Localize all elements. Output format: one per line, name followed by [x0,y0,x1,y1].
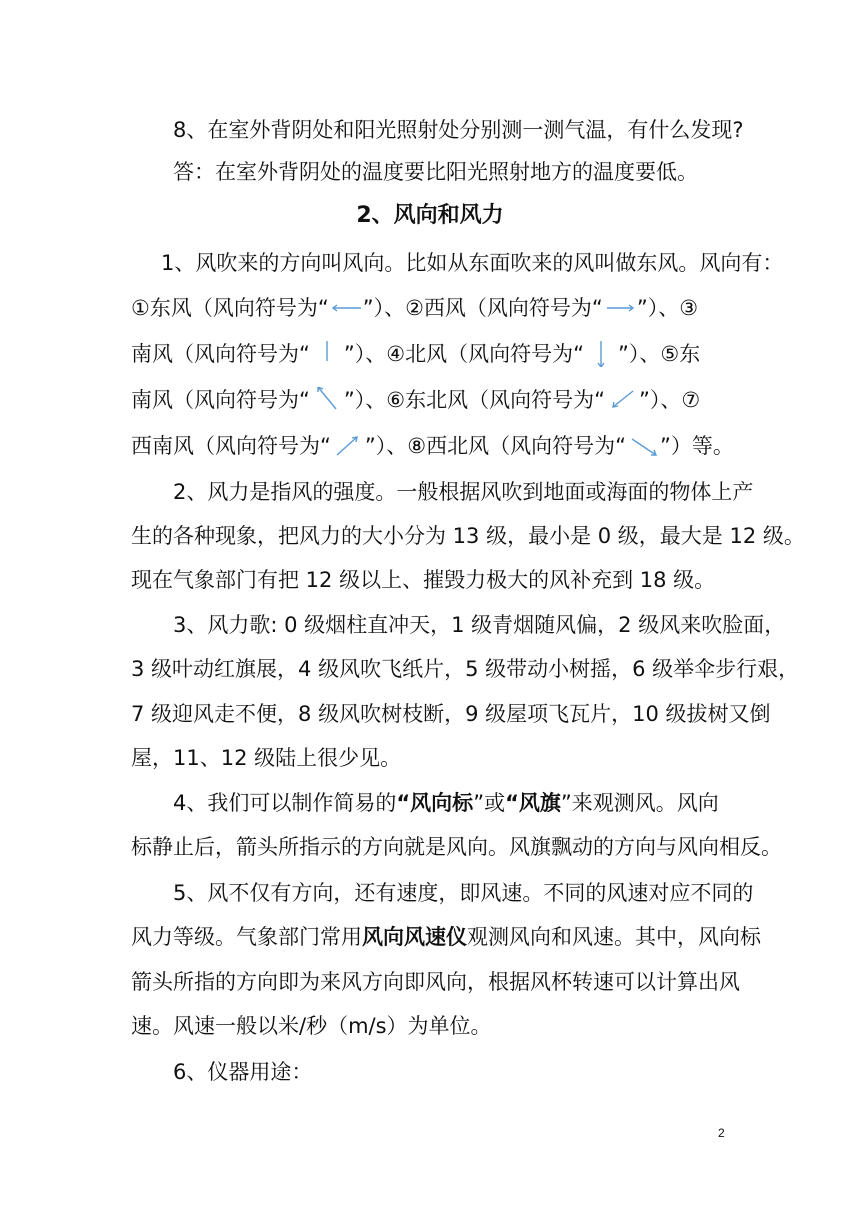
p6-line1: 6、仪器用途： [173,1060,313,1084]
p5-line1: 5、风不仅有方向，还有速度，即风速。不同的风速对应不同的 [173,881,754,905]
southwest-wind-arrow-icon [331,433,365,459]
northwest-wind-arrow-icon [626,433,660,459]
p3-line2: 3 级叶动红旗展，4 级风吹飞纸片，5 级带动小树摇，6 级举伞步行艰， [131,657,800,681]
east-wind-arrow-icon [329,295,363,321]
p1-l3a: 南风（风向符号为“ [131,342,310,366]
p1-line2 [131,294,731,322]
p2-line2: 生的各种现象，把风力的大小分为 13 级，最小是 0 级，最大是 12 级。 [131,524,805,548]
p1-l2c: ”）、③ [636,296,699,320]
p3-line1: 3、风力歌: 0 级烟柱直冲天，1 级青烟随风偏，2 级风来吹脸面， [173,613,786,637]
p1-l2a: ①东风（风向符号为“ [131,296,329,320]
p5-line3: 箭头所指的方向即为来风方向即风向，根据风杯转速可以计算出风 [131,970,740,994]
p2-line1: 2、风力是指风的强度。一般根据风吹到地面或海面的物体上产 [173,480,754,504]
p1-line3 [131,340,731,368]
p4-l1c: ”或 [473,791,506,815]
south-wind-arrow-icon [310,341,344,367]
p1-l4a: 南风（风向符号为“ [131,388,310,412]
p5-l2a: 风力等级。气象部门常用 [131,925,362,949]
p4-l1e: ”来观测风。风向 [560,791,719,815]
north-wind-arrow-icon [584,341,618,367]
p1-l4c: ”）、⑦ [638,388,701,412]
p3-line4: 屋，11、12 级陆上很少见。 [131,746,402,770]
p4-line1 [173,789,860,817]
anemometer-term: 风向风速仪 [362,925,467,949]
southeast-wind-arrow-icon [310,387,344,413]
p1-l2b: ”）、②西风（风向符号为“ [362,296,603,320]
p5-line2 [131,923,761,951]
p4-line2: 标静止后，箭头所指示的方向就是风向。风旗飘动的方向与风向相反。 [131,835,782,859]
p5-line4: 速。风速一般以米/秒（m/s）为单位。 [131,1014,492,1038]
wind-flag-term: “风旗 [505,791,561,815]
p1-l5b: ”）、⑧西北风（风向符号为“ [364,434,626,458]
p1-line4 [131,386,731,414]
p1-l3c: ”）、⑤东 [617,342,701,366]
northeast-wind-arrow-icon [605,387,639,413]
q8-answer: 答：在室外背阴处的温度要比阳光照射地方的温度要低。 [173,160,698,184]
q8-question: 8、在室外背阴处和阳光照射处分别测一测气温，有什么发现? [173,118,744,142]
p2-line3: 现在气象部门有把 12 级以上、摧毁力极大的风补充到 18 级。 [131,568,716,592]
p1-l3b: ”）、④北风（风向符号为“ [343,342,584,366]
p1-l5a: 西南风（风向符号为“ [131,434,331,458]
p1-line1: 1、风吹来的方向叫风向。比如从东面吹来的风叫做东风。风向有： [161,251,784,275]
p1-line5 [131,432,734,460]
wind-vane-term: “风向标 [396,791,474,815]
p1-l5c: ”）等。 [659,434,734,458]
section-title: 2、风向和风力 [356,203,504,228]
p3-line3: 7 级迎风走不便，8 级风吹树枝断，9 级屋项飞瓦片，10 级拔树又倒 [131,702,771,726]
p1-l4b: ”）、⑥东北风（风向符号为“ [343,388,605,412]
west-wind-arrow-icon [603,295,637,321]
p4-l1a: 4、我们可以制作简易的 [173,791,397,815]
page-number: 2 [718,1126,725,1140]
p5-l2c: 观测风向和风速。其中，风向标 [467,925,761,949]
